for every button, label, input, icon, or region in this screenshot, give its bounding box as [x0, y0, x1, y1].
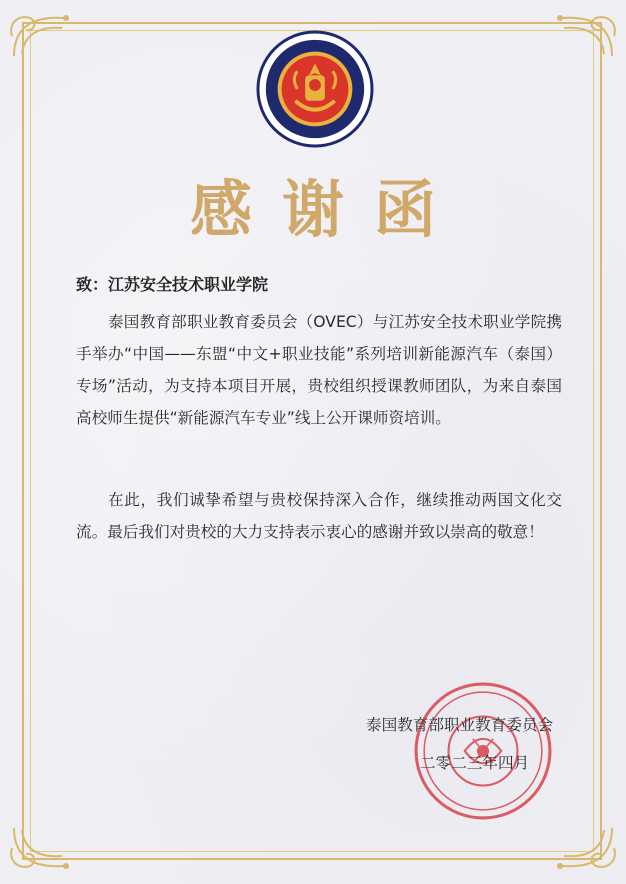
signature-organization: 泰国教育部职业教育委员会 — [366, 716, 554, 734]
corner-ornament-icon — [532, 818, 622, 878]
ovec-emblem-icon — [256, 30, 374, 148]
salutation: 致：江苏安全技术职业学院 — [76, 275, 269, 294]
corner-ornament-icon — [532, 6, 622, 66]
letter-title: 感谢函 — [189, 173, 466, 246]
body-paragraph: 在此，我们诚挚希望与贵校保持深入合作，继续推动两国文化交流。最后我们对贵校的大力支持表示衷心的感谢并致以崇高的敬意！ — [76, 491, 562, 541]
signature-date: 二零二三年四月 — [420, 754, 530, 772]
corner-ornament-icon — [4, 818, 94, 878]
corner-ornament-icon — [4, 6, 94, 66]
body-paragraph: 泰国教育部职业教育委员会（OVEC）与江苏安全技术职业学院携手举办“中国——东盟“中文+职业技能”系列培训新能源汽车（泰国）专场”活动，为支持本项目开展，贵校组织授课教师团队，为来自泰国高校师生提供“新能源汽车专业”线上公开课师资培训。 — [76, 313, 562, 427]
